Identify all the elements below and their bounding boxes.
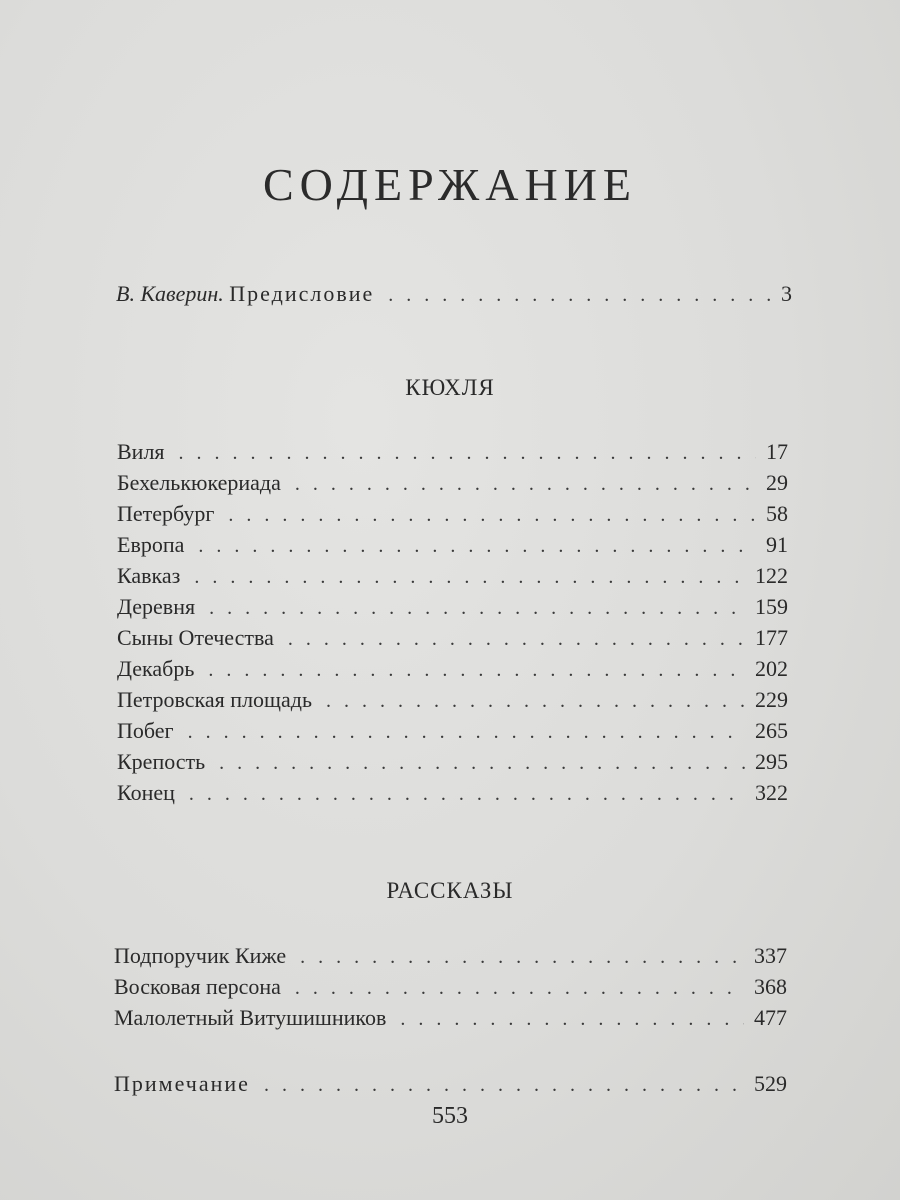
dot-leader	[208, 656, 745, 684]
toc-entry	[117, 655, 788, 684]
toc-entry-label: Декабрь	[117, 656, 195, 681]
toc-entry-label: Побег	[117, 718, 174, 743]
dot-leader	[219, 749, 745, 777]
toc-entry-page: 229	[755, 687, 788, 712]
toc-entry	[117, 562, 788, 591]
toc-entry	[114, 942, 787, 971]
dot-leader	[264, 1071, 744, 1099]
toc-entry-label: Европа	[117, 532, 185, 557]
dot-leader	[188, 718, 745, 746]
toc-entry-page: 177	[755, 625, 788, 650]
dot-leader	[194, 563, 745, 591]
toc-entry-label: Крепость	[117, 749, 206, 774]
toc-entry-label	[116, 280, 374, 308]
toc-entry-page: 159	[755, 594, 788, 619]
toc-entry-page: 202	[755, 656, 788, 681]
toc-entry-page: 265	[755, 718, 788, 743]
toc-entry	[114, 1004, 787, 1033]
dot-leader	[198, 532, 756, 560]
dot-leader	[189, 780, 745, 808]
toc-entry-page: 29	[766, 470, 788, 495]
toc-entry	[114, 973, 787, 1002]
toc-entry-label: Подпоручик Киже	[114, 943, 287, 968]
toc-entry-label: Деревня	[117, 594, 196, 619]
toc-entry	[117, 500, 788, 529]
dot-leader	[179, 439, 756, 467]
toc-entry	[117, 686, 788, 715]
toc-entry-label: Петербург	[117, 501, 215, 526]
toc-entry	[117, 469, 788, 498]
toc-entry-preface	[116, 280, 792, 309]
toc-entry-page: 122	[755, 563, 788, 588]
dot-leader	[388, 281, 771, 309]
preface-label: Предисловие	[229, 281, 375, 306]
toc-entry-page: 337	[754, 943, 787, 968]
preface-author: В. Каверин.	[116, 281, 224, 306]
dot-leader	[300, 943, 744, 971]
toc-entry	[117, 624, 788, 653]
dot-leader	[295, 470, 756, 498]
toc-entry-label: Петровская площадь	[117, 687, 312, 712]
section-heading-rasskazy: РАССКАЗЫ	[386, 878, 514, 903]
toc-entry-label: Малолетный Витушишников	[114, 1005, 387, 1030]
dot-leader	[228, 501, 756, 529]
page-number: 553	[432, 1103, 468, 1129]
toc-entry-label: Восковая персона	[114, 974, 281, 999]
dot-leader	[209, 594, 745, 622]
toc-entry-page: 91	[766, 532, 788, 557]
dot-leader	[400, 1005, 744, 1033]
toc-entry-page: 17	[766, 439, 788, 464]
toc-entry-page: 58	[766, 501, 788, 526]
toc-entry-label: Примечание	[114, 1071, 250, 1096]
toc-entry-label: Бехелькюкериада	[117, 470, 281, 495]
toc-entry-label: Кавказ	[117, 563, 181, 588]
dot-leader	[288, 625, 745, 653]
toc-entry	[117, 717, 788, 746]
toc-entry	[117, 593, 788, 622]
toc-entry-page: 3	[781, 281, 792, 306]
toc-entry-notes	[114, 1070, 787, 1099]
toc-entry-page: 477	[754, 1005, 787, 1030]
toc-entry-page: 295	[755, 749, 788, 774]
toc-entry-page: 322	[755, 780, 788, 805]
toc-entry-page: 529	[754, 1071, 787, 1096]
toc-entry-label: Конец	[117, 780, 175, 805]
page-title: СОДЕРЖАНИЕ	[262, 159, 638, 210]
toc-entry	[117, 779, 788, 808]
toc-entry	[117, 438, 788, 467]
section-heading-kyukhlya: КЮХЛЯ	[405, 375, 495, 400]
toc-entry-label: Сыны Отечества	[117, 625, 274, 650]
toc-entry-page: 368	[754, 974, 787, 999]
dot-leader	[326, 687, 745, 715]
dot-leader	[295, 974, 744, 1002]
toc-entry	[117, 748, 788, 777]
toc-entry-label: Виля	[117, 439, 165, 464]
toc-entry	[117, 531, 788, 560]
